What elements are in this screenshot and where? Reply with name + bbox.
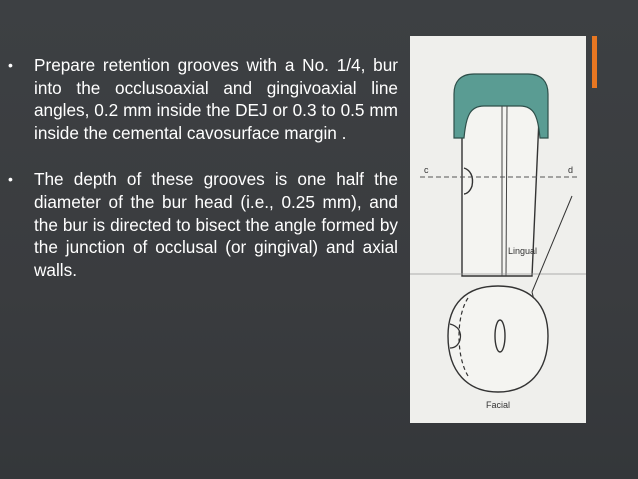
tooth-figure	[410, 36, 586, 423]
bullet-text: Prepare retention grooves with a No. 1/4, bur into the occlusoaxial and gingivoaxial line angles, 0.2 mm inside the DEJ or 0.3 to 0.5 mm inside the cemental cavosurface margin .	[34, 55, 398, 143]
bullet-text: The depth of these grooves is one half the diameter of the bur head (i.e., 0.25 mm), and the bur is directed to bisect the angle formed by the junction of occlusal (or gingival) and axial walls.	[34, 169, 398, 280]
bullet-dot: •	[8, 57, 13, 73]
tooth-diagram	[410, 36, 586, 423]
bullet-item-retention-grooves	[8, 54, 398, 144]
bullet-dot: •	[8, 171, 13, 188]
accent-bar	[592, 36, 597, 88]
label-d: d	[568, 165, 574, 175]
bullet-item-groove-depth	[8, 168, 398, 281]
label-c: c	[424, 165, 429, 175]
label-facial: Facial	[486, 400, 511, 410]
cross-section	[448, 286, 548, 392]
bullet-list	[8, 54, 398, 281]
label-lingual: Lingual	[508, 246, 538, 256]
